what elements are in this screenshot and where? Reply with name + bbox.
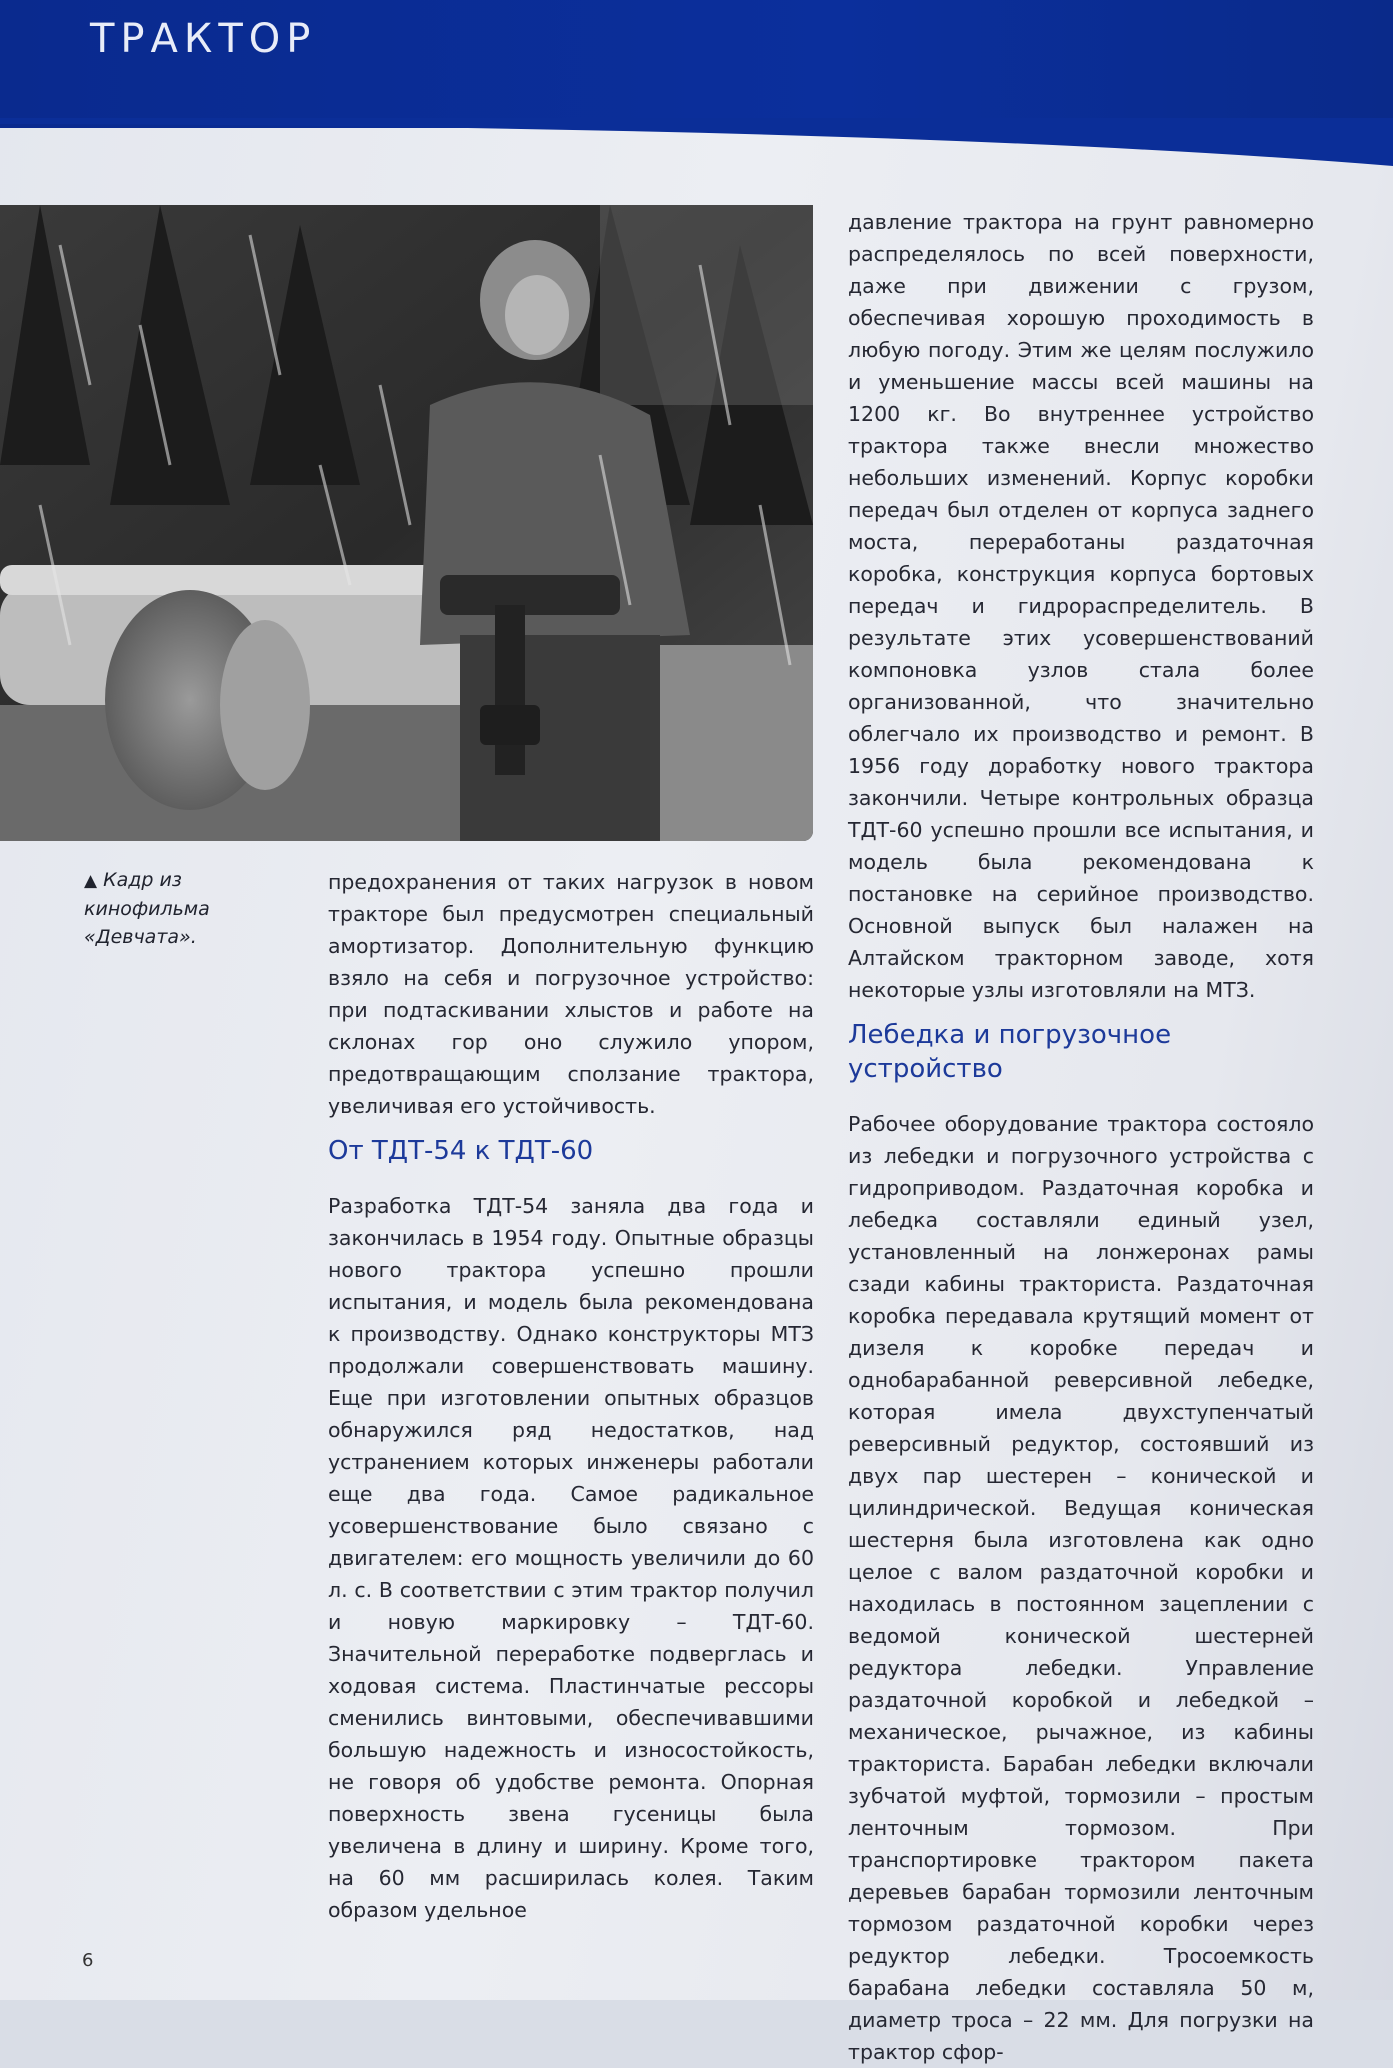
- photo-image: [0, 205, 813, 841]
- film-still-photo: [0, 205, 813, 841]
- intro-paragraph: предохранения от таких нагрузок в новом тракторе был предусмотрен специальный амортизатор. Дополнительную функцию взяло на себя и погрузочное устройство: при подтаскивании хлыстов и работе на склонах гор оно служило упором, предотвращающим сползание трактора, увеличивая его устойчивость.: [328, 870, 814, 1118]
- page-number: 6: [82, 1950, 94, 1971]
- development-paragraph: Разработка ТДТ-54 заняла два года и закончилась в 1954 году. Опытные образцы нового трактора успешно прошли испытания, и модель была рекомендована к производству. Однако конструкторы МТЗ продолжали совершенствовать машину. Еще при изготовлении опытных образцов обнаружился ряд недостатков, над устранением которых инженеры работали еще два года. Самое радикальное усовершенствование было связано с двигателем: его мощность увеличили до 60 л. с. В соответствии с этим трактор получил и новую маркировку – ТДТ-60. Значительной переработке подверглась и ходовая система. Пластинчатые рессоры сменились винтовыми, обеспечивавшими большую надежность и износостойкость, не говоря об удобстве ремонта. Опорная поверхность звена гусеницы была увеличена в длину и ширину. Кроме того, на 60 мм расширилась колея. Таким образом удельное: [328, 1194, 814, 1922]
- pressure-paragraph: давление трактора на грунт равномерно распределялось по всей поверхности, даже при движении с грузом, обеспечивая хорошую проходимость в любую погоду. Этим же целям послужило и уменьшение массы всей машины на 1200 кг. Во внутреннее устройство трактора также внесли множество небольших изменений. Корпус коробки передач был отделен от корпуса заднего моста, переработаны раздаточная коробка, конструкция корпуса бортовых передач и гидрораспределитель. В результате этих усовершенствований компоновка узлов стала более организованной, что значительно облегчало их производство и ремонт. В 1956 году доработку нового трактора закончили. Четыре контрольных образца ТДТ-60 успешно прошли все испытания, и модель была рекомендована к постановке на серийное производство. Основной выпуск был налажен на Алтайском тракторном заводе, хотя некоторые узлы изготовляли на МТЗ.: [848, 210, 1314, 1002]
- middle-column: [328, 866, 814, 1926]
- photo-caption: [84, 866, 304, 951]
- caption-text: Кадр из кинофильма «Девчата».: [84, 869, 210, 948]
- right-column: [848, 206, 1314, 2068]
- triangle-marker-icon: ▲: [84, 871, 98, 891]
- header-curve: [0, 118, 1393, 178]
- section-title: ТРАКТОР: [90, 16, 317, 62]
- subhead-winch: Лебедка и погрузочное устройство: [848, 1020, 1172, 1084]
- subhead-tdt54-tdt60: От ТДТ-54 к ТДТ-60: [328, 1136, 594, 1166]
- header-band: [0, 0, 1393, 128]
- winch-paragraph: Рабочее оборудование трактора состояло из лебедки и погрузочного устройства с гидроприводом. Раздаточная коробка и лебедка составляли единый узел, установленный на лонжеронах рамы сзади кабины тракториста. Раздаточная коробка передавала крутящий момент от дизеля к коробке передач и однобарабанной реверсивной лебедке, которая имела двухступенчатый реверсивный редуктор, состоявший из двух пар шестерен – конической и цилиндрической. Ведущая коническая шестерня была изготовлена как одно целое с валом раздаточной коробки и находилась в постоянном зацеплении с ведомой конической шестерней редуктора лебедки. Управление раздаточной коробкой и лебедкой – механическое, рычажное, из кабины тракториста. Барабан лебедки включали зубчатой муфтой, тормозили – простым ленточным тормозом. При транспортировке трактором пакета деревьев барабан тормозили ленточным тормозом раздаточной коробки через редуктор лебедки. Тросоемкость барабана лебедки составляла 50 м, диаметр троса – 22 мм. Для погрузки на трактор сфор-: [848, 1112, 1314, 2064]
